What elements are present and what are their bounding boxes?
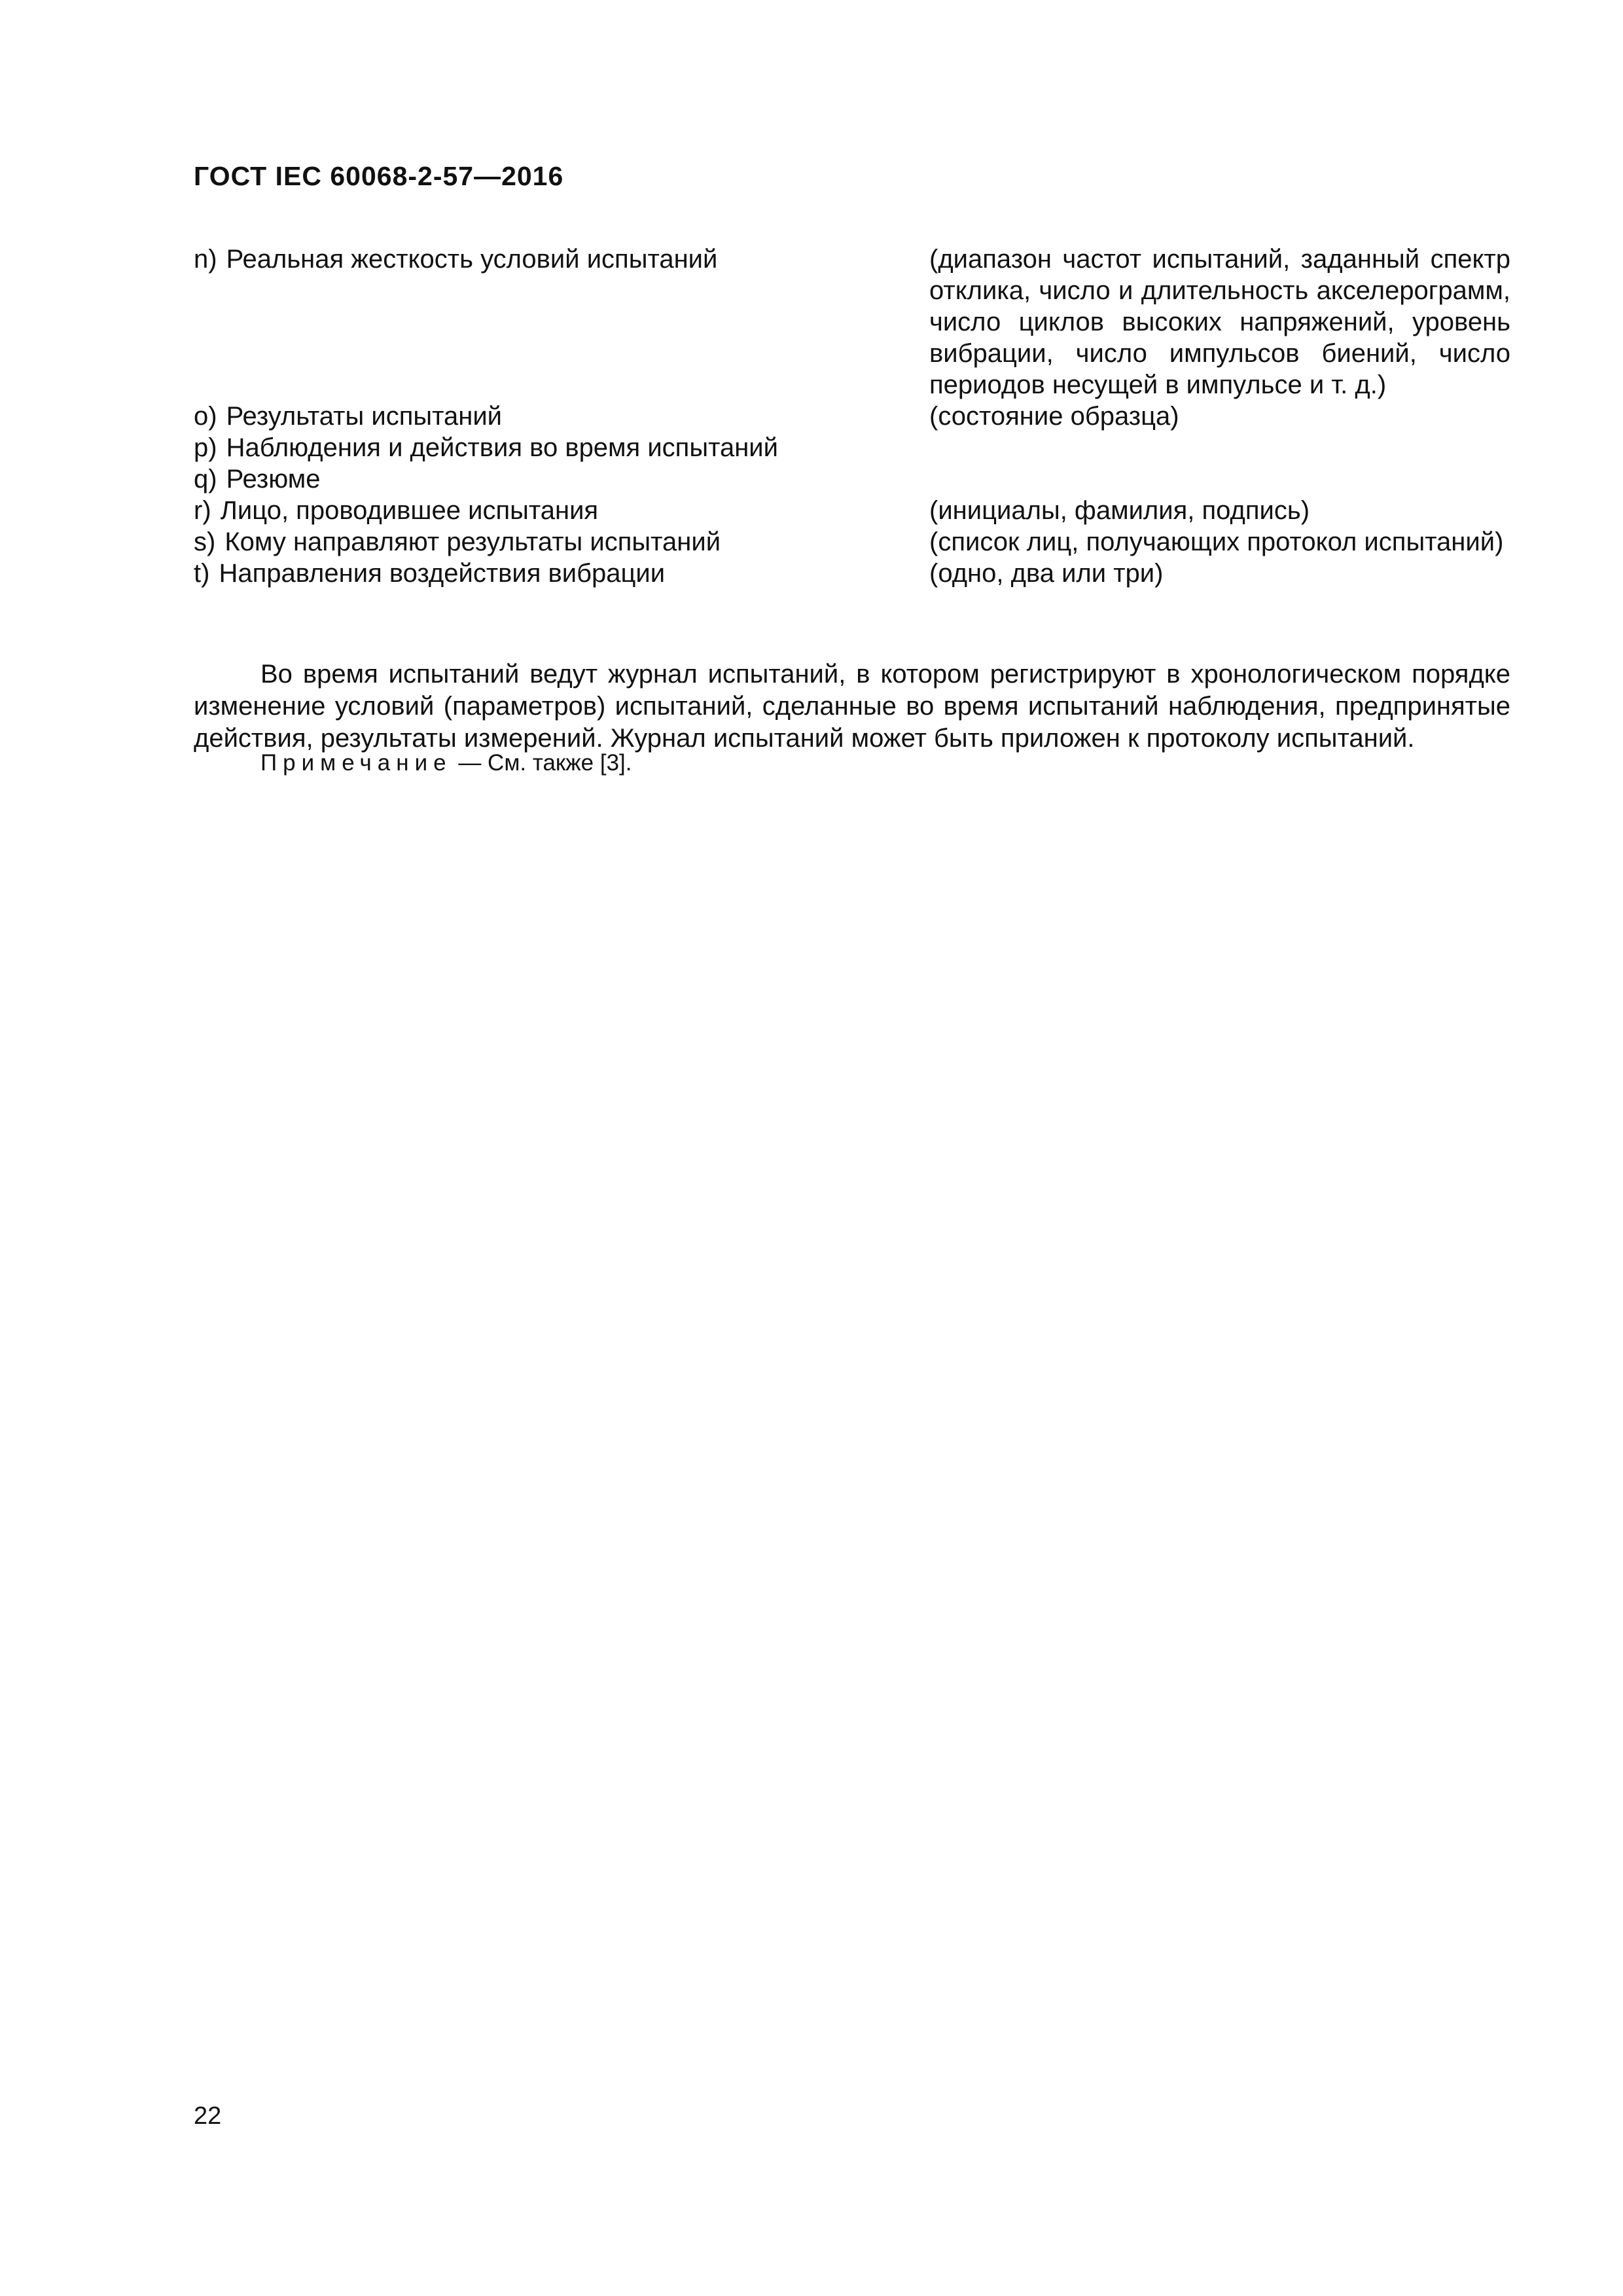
item-label: Результаты испытаний [226, 402, 503, 431]
list-item [194, 495, 1510, 526]
item-label: Кому направляют результаты испытаний [224, 528, 721, 556]
item-letter: o) [194, 402, 217, 431]
item-detail: (диапазон частот испытаний, заданный спектр отклика, число и длительность акселерограмм, число циклов высоких напряжений, уровень вибрации, число импульсов биений, число периодов несущей в импульсе и т. д.) [929, 245, 1510, 399]
item-letter: s) [194, 528, 216, 556]
item-detail: (состояние образца) [929, 402, 1179, 431]
requirements-list [194, 243, 1510, 589]
list-item [194, 526, 1510, 558]
item-detail: (одно, два или три) [929, 559, 1164, 588]
item-letter: p) [194, 433, 217, 462]
note-text: — См. также [3]. [452, 750, 632, 776]
item-label: Лицо, проводившее испытания [220, 496, 599, 525]
item-letter: q) [194, 465, 217, 493]
list-item [194, 463, 1510, 495]
item-detail: (инициалы, фамилия, подпись) [929, 496, 1310, 525]
list-item [194, 432, 1510, 463]
list-item [194, 558, 1510, 589]
item-detail: (список лиц, получающих протокол испытаний) [929, 528, 1504, 556]
note [260, 749, 632, 778]
item-letter: t) [194, 559, 210, 588]
item-label: Наблюдения и действия во время испытаний [226, 433, 778, 462]
item-label: Направления воздействия вибрации [219, 559, 666, 588]
item-label: Резюме [226, 465, 321, 493]
item-letter: r) [194, 496, 211, 525]
page-number: 22 [194, 2102, 222, 2130]
list-item [194, 243, 1510, 401]
item-letter: n) [194, 245, 217, 274]
item-label: Реальная жесткость условий испытаний [226, 245, 718, 274]
body-paragraph: Во время испытаний ведут журнал испытаний, в котором регистрируют в хронологическом порядке изменение условий (параметров) испытаний, сделанные во время испытаний наблюдения, предпринятые действия, результаты измерений. Журнал испытаний может быть приложен к протоколу испытаний. [194, 660, 1510, 753]
note-label: Примечание [260, 750, 452, 776]
document-header: ГОСТ IEC 60068-2-57—2016 [194, 161, 564, 191]
list-item [194, 401, 1510, 432]
